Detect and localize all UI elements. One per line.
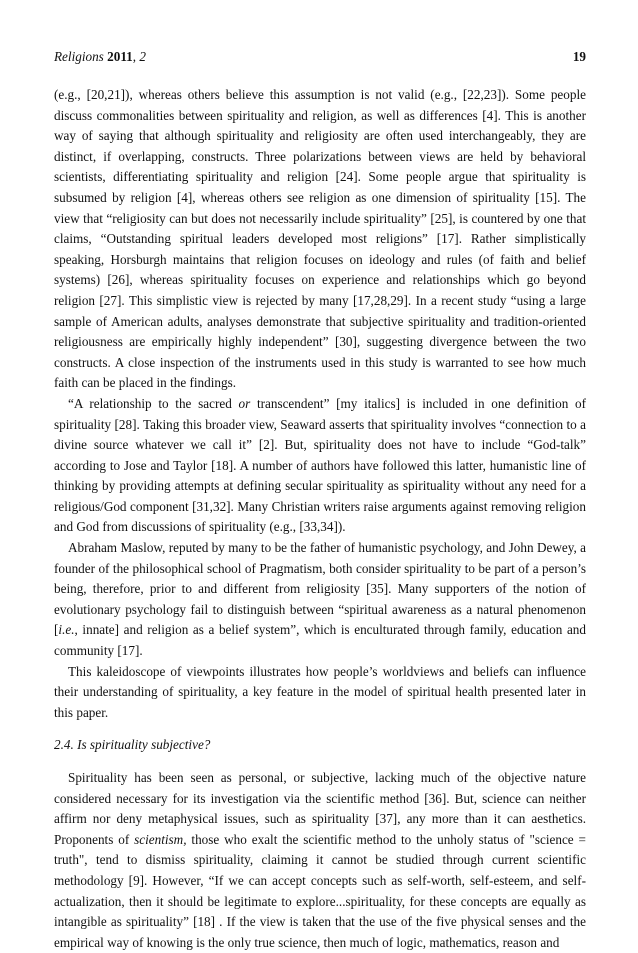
paragraph-3-italic: i.e.: [58, 622, 75, 638]
paragraph-2-start: “A relationship to the sacred: [68, 395, 239, 411]
paragraph-3-end: , innate] and religion as a belief system”, which is enculturated through family, education and community [17].: [54, 622, 586, 659]
section-paragraph-end: those who exalt the scientific method to the unholy status of "science = truth", tend to dismiss spirituality, claiming it cannot be studied through current scientific methodology [9]. However, “If we can accept concepts such as self-worth, self-esteem, and self-actualization, then it should be legitimate to explore...spirituality, for these concepts are equally as intangible as spirituality” [18] . If the view is taken that the use of the five physical senses and the empirical way of knowing is the only true science, then much of logic, mathematics, reason and: [54, 831, 586, 950]
section-paragraph: [54, 768, 586, 953]
section-paragraph-italic: scientism,: [134, 831, 187, 847]
paragraph-1: (e.g., [20,21]), whereas others believe this assumption is not valid (e.g., [22,23]). Some people discuss commonalities between spirituality and religion, as well as differences [4]. This is another way of saying that although spirituality and religiosity are often used interchangeably, they are distinct, if overlapping, constructs. Three polarizations between views are held by behavioral scientists, differentiating spirituality and religion [24]. Some people argue that spirituality is subsumed by religion [4], whereas others see religion as one dimension of spirituality [15]. The view that “religiosity can but does not necessarily include spirituality” [25], is countered by one that claims, “Outstanding spiritual leaders developed most religions” [17]. Rather simplistically speaking, Horsburgh maintains that religion focuses on ideology and rules (of faith and belief systems) [26], whereas spirituality focuses on experience and relationships which go beyond religion [27]. This simplistic view is rejected by many [17,28,29]. In a recent study “using a large sample of American adults, analyses demonstrate that subjective spirituality and tradition-oriented religiousness are empirically highly independent” [30], suggesting divergence between the two constructs. A close inspection of the instruments used in this study is warranted to see how much faith can be placed in the findings.: [54, 87, 586, 391]
journal-citation: Religions 2011, 2: [54, 49, 146, 64]
paragraph-3-start: Abraham Maslow, reputed by many to be the father of humanistic psychology, and John Dewey, a founder of the philosophical school of Pragmatism, both consider spirituality to be part of a person’s being, therefore, prior to and different from religiosity [35]. Many supporters of the notion of evolutionary psychology fail to distinguish between “spiritual awareness as a natural phenomenon [: [54, 540, 586, 638]
section-paragraph-start: Spirituality has been seen as personal, or subjective, lacking much of the objective nature considered necessary for its investigation via the scientific method [36]. But, science can neither affirm nor deny metaphysical issues, such as spirituality [37], any more than it can aesthetics. Proponents of: [54, 770, 586, 847]
journal-year: 2011: [107, 49, 133, 64]
paragraph-2: [54, 394, 586, 538]
journal-name: Religions: [54, 49, 104, 64]
page-number: 19: [572, 49, 586, 64]
paragraph-2-end: transcendent” [my italics] is included in one definition of spirituality [28]. Taking this broader view, Seaward asserts that spirituality involves “connection to a divine source whatever we call it” [2]. But, spirituality does not have to include “God-talk” according to Jose and Taylor [18]. A number of authors have followed this latter, humanistic line of thinking by providing attempts at defining secular spirituality as spirituality without any need for a religious/God component [31,32]. Many Christian writers raise arguments against removing religion and God from discussions of spirituality (e.g., [33,34]).: [54, 395, 586, 535]
paragraph-3: [54, 538, 586, 662]
paragraph-4: This kaleidoscope of viewpoints illustrates how people’s worldviews and beliefs can influence their understanding of spirituality, a key feature in the model of spiritual health presented later in this paper.: [54, 663, 586, 720]
journal-volume: 2: [139, 49, 146, 64]
paragraph-2-italic: or: [238, 395, 251, 411]
body-text: [54, 85, 586, 953]
section-heading: 2.4. Is spirituality subjective?: [54, 737, 211, 753]
running-header: [54, 49, 586, 65]
